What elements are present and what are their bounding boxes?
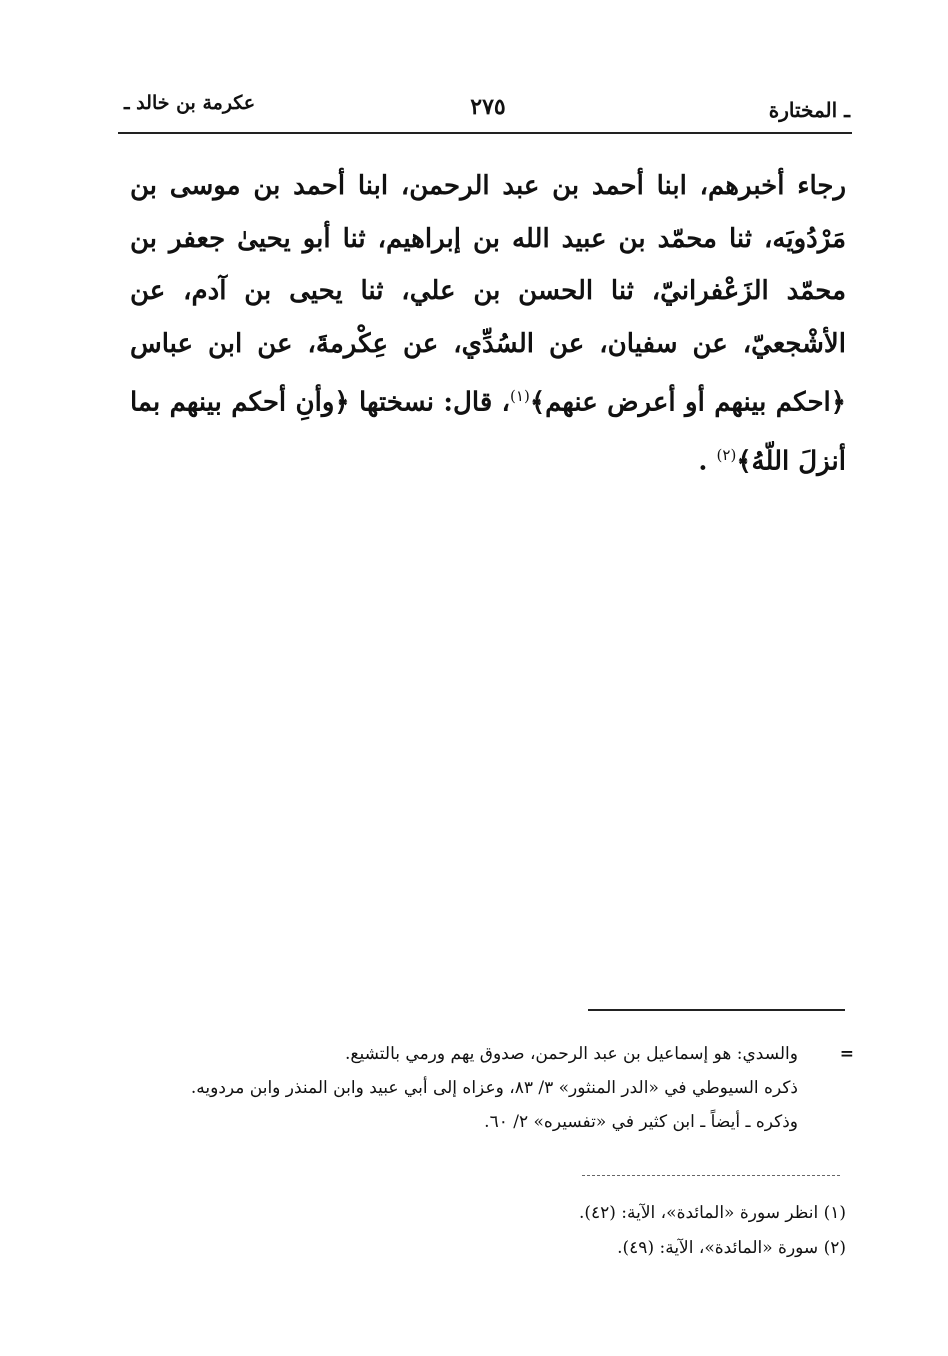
middle-text: ، قال: نسختها ﴿وأنِ أحكم بينهم بما أنزلَ اللّهُ﴾ <box>130 387 846 477</box>
running-header <box>118 92 850 128</box>
book-title: ـ المختارة <box>768 98 850 122</box>
continued-notes <box>150 1037 854 1139</box>
main-text-block <box>130 160 846 488</box>
footnote-ref-2: (٢) <box>716 446 737 465</box>
section-title: عكرمة بن خالد ـ <box>124 92 256 114</box>
footnote-separator <box>588 1009 845 1011</box>
end-text: . <box>698 446 717 477</box>
continued-note-line: وذكره ـ أيضاً ـ ابن كثير في «تفسيره» ٢/ ٦٠. <box>484 1112 798 1132</box>
continuation-marker: = <box>839 1044 854 1064</box>
header-rule <box>118 132 852 134</box>
main-text: رجاء أخبرهم، ابنا أحمد بن عبد الرحمن، ابنا أحمد بن موسى بن مَرْدُويَه، ثنا محمّد بن عبيد الله بن إبراهيم، ثنا أبو يحيىٰ جعفر بن محمّد الزَعْفرانيّ، ثنا الحسن بن علي، ثنا يحيى بن آدم، عن الأشْجعيّ، عن سفيان، عن السُدِّي، عن عِكْرمةَ، عن ابن عباس ﴿احكم بينهم أو أعرض عنهم﴾ <box>130 171 846 418</box>
footnote-ref-1: (١) <box>510 387 530 405</box>
continued-note-line: ذكره السيوطي في «الدر المنثور» ٣/ ٨٣، وعزاه إلى أبي عبيد وابن المنذر وابن مردويه. <box>190 1078 798 1098</box>
footnote-1: (١) انظر سورة «المائدة»، الآية: (٤٢). <box>578 1203 846 1223</box>
page-number: ٢٧٥ <box>470 94 506 120</box>
footnote-dashed-separator <box>582 1175 840 1176</box>
footnote-2: (٢) سورة «المائدة»، الآية: (٤٩). <box>617 1238 846 1258</box>
continued-note-line: والسدي: هو إسماعيل بن عبد الرحمن، صدوق يهم ورمي بالتشيع. <box>345 1044 798 1064</box>
footnotes <box>150 1196 846 1266</box>
